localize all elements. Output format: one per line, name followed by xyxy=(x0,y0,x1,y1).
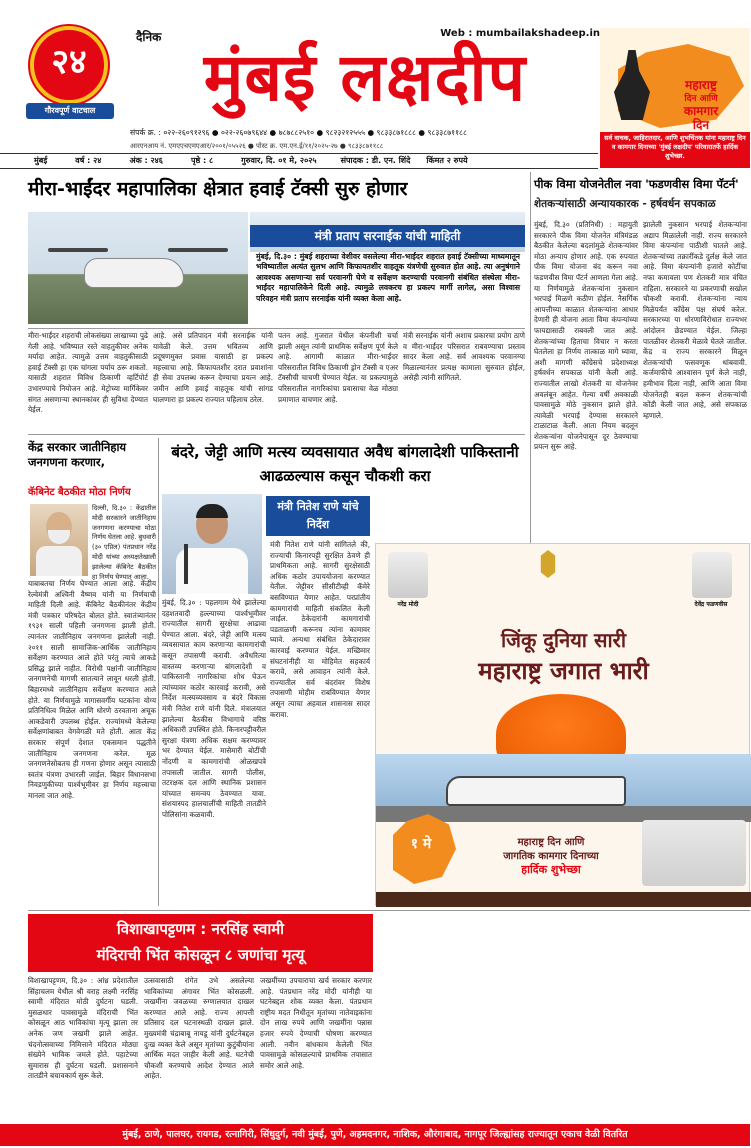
ad-title-1: महाराष्ट्र xyxy=(685,78,717,92)
story3-headline: केंद्र सरकार जातीनिहाय जनगणना करणार, xyxy=(28,440,127,469)
air-taxi-rotor-left xyxy=(48,248,108,252)
story4-box-title: मंत्री नितेश राणे यांचे निर्देश xyxy=(266,496,370,536)
ad-person1: नरेंद्र मोदी xyxy=(397,601,419,608)
paper-name: मुंबई लक्षदीप xyxy=(203,39,527,116)
modi-thumbnail xyxy=(388,552,428,598)
edition-label: मुंबई xyxy=(34,156,48,165)
story2-subhead: शेतकऱ्यांसाठी अन्यायकारक - हर्षवर्धन सपकाळ xyxy=(534,198,716,210)
microphone-icon xyxy=(184,544,188,584)
story5-headline-2: मंदिराची भिंत कोसळून ८ जणांचा मृत्यू xyxy=(96,946,305,964)
story3-col-long: याबाबतचा निर्णय घेण्यात आला आहे. केंद्रीय रेल्वेमंत्री अश्विनी वैष्णव यांनी या निर्णयाची माहिती दिली आहे. कॅबिनेट बैठकीनंतर केंद्रीय मंत्री पत्रकार परिषदेत बोलत होते. स्वातंत्र्यानंतर १९३१ साली पहिली जनगणना झाली होती. त्यानंतर जातीनिहाय जनगणना झालेली नाही. २०११ साली सामाजिक-आर्थिक जातीनिहाय सर्वेक्षण करण्यात आले होते परंतु त्याचे आकडे प्रसिद्ध झाले नाहीत. विरोधी पक्षांनी जातीनिहाय जनगणनेची मागणी सातत्याने लावून धरली होती. बिहारमध्ये जातीनिहाय सर्वेक्षण करण्यात आले होते. या निर्णयामुळे मागासवर्गीय घटकांना योग्य प्रतिनिधित्व मिळेल आणि धोरणे ठरवताना अचूक आकडेवारी उपलब्ध होईल. राज्यांमध्ये केलेल्या सर्वेक्षणांबाबत वेगवेगळी मते होती. आता केंद्र सरकार संपूर्ण देशात एकसमान पद्धतीने जातीनिहाय जनगणना करेल. मूळ जनगणनेसोबतच ही गणना होणार असून त्यासाठी स्वतंत्र यंत्रणा उभारली जाईल. बिहार विधानसभा निवडणुकीच्या पार्श्वभूमीवर हा निर्णय महत्त्वाचा मानला जात आहे. xyxy=(28,579,156,800)
ad-footer-strip xyxy=(376,892,751,907)
metro-train-shape xyxy=(446,776,626,806)
emblem-icon xyxy=(536,550,560,578)
story1-col3: पतन आहे. गुजरात येथील कंपनीशी चर्चा झाली असून त्यांनी प्राथमिक सर्वेक्षण पूर्ण केले आहे. आगामी काळात मीरा-भाईंदर परिसरातील विविध ठिकाणी ड्रोन टॅक्सी व एअर टॅक्सीची चाचणी घेण्यात येईल. या प्रकल्पामुळे परिसरातील नागरिकांचा प्रवासाचा वेळ मोठ्या प्रमाणात वाचणार आहे. xyxy=(278,331,399,404)
footer-distribution: मुंबई, ठाणे, पालघर, रायगड, रत्नागिरी, सिंधुदुर्ग, नवी मुंबई, पुणे, अहमदनगर, नाशिक, औरंगाबाद, नागपूर जिल्ह्यांसह राज्यातून एकाच वेळी वितरित xyxy=(0,1124,750,1146)
leaders-group-photo xyxy=(642,820,746,886)
issue-label: अंक : २४६ xyxy=(129,156,163,165)
web-label: Web : mumbailakshadeep.in xyxy=(440,28,600,39)
anniversary-number: २४ xyxy=(51,42,87,82)
story2-headline: पीक विमा योजनेतील नवा 'फडणवीस विमा पॅटर्न' xyxy=(534,177,739,191)
pm-beard-shape xyxy=(48,530,70,544)
masthead xyxy=(0,0,750,168)
maharashtra-day-ad xyxy=(375,543,750,906)
story1-box-title: मंत्री प्रताप सरनाईक यांची माहिती xyxy=(250,225,525,247)
air-taxi-photo xyxy=(28,212,248,324)
daily-label: दैनिक xyxy=(136,30,162,44)
ad-greeting-2: जागतिक कामगार दिनाच्या xyxy=(503,851,599,862)
story5-col1: विशाखापट्टणम, दि.३० : आंध्र प्रदेशातील सिंहाचलम येथील श्री वराह लक्ष्मी नरसिंह स्वामी मंदिरात मोठी दुर्घटना घडली. मुसळधार पावसामुळे मंदिराची भिंत कोसळून आठ भाविकांचा मृत्यू झाला तर अनेक जण जखमी झाले आहेत. चंदनोत्सवाच्या निमित्ताने मंदिरात मोठ्या संख्येने भाविक जमले होते. पहाटेच्या सुमारास ही दुर्घटना घडली. प्रशासनाने तातडीने बचावकार्य सुरू केले. xyxy=(28,976,138,1081)
ad-title-3: कामगार xyxy=(683,104,719,118)
air-taxi-rotor-right xyxy=(168,248,228,252)
pages-label: पृष्ठे : ८ xyxy=(190,156,214,165)
story1-headline: मीरा-भाईंदर महापालिका क्षेत्रात हवाई टॅक्सी सुरु होणार xyxy=(28,178,408,200)
price-label: किंमत २ रुपये xyxy=(426,156,468,165)
story2-col1: मुंबई, दि.३० (प्रतिनिधी) : महायुती सरकारने पीक विमा योजनेत मंत्रिमंडळ बैठकीत केलेल्या बदलांमुळे शेतकऱ्यांवर मोठा अन्याय होणार आहे. एक रुपयात पीक विमा योजना बंद करून नवा फडणवीस विमा पॅटर्न आणला गेला आहे. या निर्णयामुळे शेतकऱ्यांना नुकसान भरपाई मिळणे कठीण होईल. नैसर्गिक आपत्तीच्या काळात शेतकऱ्यांना आधार देणारी ही योजना आता विमा कंपन्यांच्या फायद्यासाठी राबवली जात आहे. शेतकऱ्यांच्या हिताचा विचार न करता घेतलेला हा निर्णय तात्काळ मागे घ्यावा, अशी मागणी काँग्रेसचे प्रदेशाध्यक्ष हर्षवर्धन सपकाळ यांनी केली आहे. राज्यातील लाखो शेतकरी या योजनेवर अवलंबून आहेत. गेल्या वर्षी अवकाळी पावसामुळे मोठे नुकसान झाले होते. त्यावेळी भरपाई देण्यास सरकारने टाळाटाळ केली. आता नियम बदलून शेतकऱ्यांना योजनेपासून दूर ठेवण्याचा प्रयत्न सुरू आहे. xyxy=(534,220,638,452)
anniversary-caption: गौरवपूर्ण वाटचाल xyxy=(26,103,114,119)
ad-person2: देवेंद्र फडणवीस xyxy=(694,601,728,608)
story4-col2: मंत्री नितेश राणे यांनी सांगितले की, राज्याची किनारपट्टी सुरक्षित ठेवणे ही प्राथमिकता आहे. सागरी सुरक्षेसाठी अधिक कठोर उपाययोजना करण्यात येतील. जेट्टीवर सीसीटीव्ही कॅमेरे बसविण्यात येणार आहेत. परप्रांतीय कामगारांची माहिती संकलित केली जाईल. ठेकेदारांनी कामगारांची पडताळणी करूनच त्यांना कामावर घ्यावे. अन्यथा संबंधित ठेकेदारावर कारवाई करण्यात येईल. मच्छिमार संघटनांनीही या मोहिमेत सहकार्य करावे, असे आवाहन त्यांनी केले. राज्यातील सर्व बंदरांवर विशेष तपासणी मोहीम राबविण्यात येणार असून त्याचा अहवाल शासनास सादर करावा. xyxy=(270,540,370,719)
nitesh-rane-photo xyxy=(162,494,262,594)
story1-col1: मीरा-भाईंदर शहराची लोकसंख्या लाखाच्या पुढे गेली आहे. भविष्यात रस्ते वाहतुकीवर अनेक मर्यादा आहेत. त्यामुळे उत्तम वाहतुकीसाठी हवाई टॅक्सी हा एक चांगला पर्याय ठरू शकतो. यासाठी शहरात विविध ठिकाणी व्हर्टिपोर्ट उभारण्याचे नियोजन आहे. मेट्रोच्या मार्गिकेवर संगत असणाऱ्या स्थानकांवर ही सुविधा देण्यात येईल. xyxy=(28,331,148,415)
story5-col2: उत्सवासाठी रांगेत उभे असलेल्या भाविकांच्या अंगावर भिंत कोसळली. जखमींना जवळच्या रुग्णालयात दाखल करण्यात आले आहे. राज्य आपत्ती प्रतिसाद दल घटनास्थळी दाखल झाले. मुख्यमंत्री चंद्राबाबू नायडू यांनी दुर्घटनेबद्दल दुःख व्यक्त केले असून मृतांच्या कुटुंबीयांना आर्थिक मदत जाहीर केली आहे. घटनेची चौकशी करण्याचे आदेश देण्यात आले आहेत. xyxy=(144,976,254,1081)
ad-title-4: दिन xyxy=(692,118,710,132)
year-label: वर्ष : २४ xyxy=(75,156,102,165)
date-label: गुरुवार, दि. ०१ मे, २०२५ xyxy=(241,156,317,165)
story4-headline: बंदरे, जेट्टी आणि मत्स्य व्यवसायात अवैध बांगलादेशी पाकिस्तानी आढळल्यास कसून चौकशी करा xyxy=(171,443,519,485)
ad-headline-1: जिंकू दुनिया सारी xyxy=(500,628,627,652)
pm-modi-photo xyxy=(30,504,88,576)
ad-greeting-1: महाराष्ट्र दिन आणि xyxy=(517,837,585,848)
story3-col-short: दिल्ली, दि.३० : केंद्रातील मोदी सरकारने जातीनिहाय जनगणना करण्याचा मोठा निर्णय घेतला आहे. बुधवारी (३० एप्रिल) पंतप्रधान नरेंद्र मोदी यांच्या अध्यक्षतेखाली झालेल्या कॅबिनेट बैठकीत हा निर्णय घेण्यात आला. xyxy=(92,504,157,581)
story1-col4: मंत्री सरनाईक यांनी अशाच प्रकारचा प्रयोग ठाणे व मीरा-भाईंदर परिसरात राबवण्याचा प्रस्ताव सादर केला आहे. सर्व आवश्यक परवानग्या मिळाल्यानंतर प्रत्यक्ष कामाला सुरुवात होईल, असेही त्यांनी सांगितले. xyxy=(403,331,525,383)
story5-headline-1: विशाखापट्टणम : नरसिंह स्वामी xyxy=(116,920,285,938)
ad-may-badge: १ मे xyxy=(410,836,432,852)
story3-subhead: कॅबिनेट बैठकीत मोठा निर्णय xyxy=(28,487,131,498)
ad-headline-2: महाराष्ट्र जगात भारी xyxy=(478,657,649,685)
ad-title-2: दिन आणि xyxy=(684,94,718,104)
ad-greeting-3: हार्दिक शुभेच्छा xyxy=(521,863,581,876)
story2-col2: झालेली नुकसान भरपाई शेतकऱ्यांना अद्याप मिळालेली नाही. राज्य सरकारने विमा कंपन्यांना पाठीशी घातले आहे. शेतकऱ्यांच्या तक्रारींकडे दुर्लक्ष केले जात आहे. विमा कंपन्यांनी हजारो कोटींचा नफा कमावला पण शेतकरी मात्र वंचित राहिला. सरकारने या प्रकरणाची सखोल चौकशी करावी. शेतकऱ्यांना न्याय मिळेपर्यंत काँग्रेस पक्ष संघर्ष करेल. सरकारच्या या धोरणाविरोधात राज्यभर आंदोलन छेडण्यात येईल. जिल्हा पातळीवर शेतकरी मेळावे घेतले जातील. केंद्र व राज्य सरकारने मिळून शेतकऱ्यांची फसवणूक थांबवावी. कर्जमाफीचे आश्वासन पूर्ण केले नाही, हमीभाव दिला नाही, आणि आता विमा योजनेतही बदल करून शेतकऱ्यांची कोंडी केली जात आहे, असे सपकाळ म्हणाले. xyxy=(643,220,747,420)
editor-label: संपादक : डी. एन. शिंदे xyxy=(340,156,411,165)
anniversary-badge xyxy=(30,26,108,104)
story1-intro: मुंबई, दि.३० : मुंबई शहराच्या वेशीवर वसलेल्या मीरा-भाईंदर शहरात हवाई टॅक्सीच्या माध्यमातून भविष्यातील अत्यंत सुलभ आणि किफायतशीर वाहतूक यंत्रणेची सुरुवात होत आहे. त्या अनुषंगाने आवश्यक असणाऱ्या सर्व परवानगी घेणे व सर्वेक्षण करण्याची परवानगी संबंधित संस्थेला मीरा-भाईंदर महापालिकेने दिली आहे. त्यामुळे लवकरच हा प्रकल्प मार्गी लागेल, असा विश्वास परिवहन मंत्री प्रताप सरनाईक यांनी व्यक्त केला आहे. xyxy=(256,252,520,303)
maharashtra-day-corner-ad xyxy=(600,28,750,168)
issue-strip xyxy=(0,153,598,169)
contacts-line: संपर्क क्र. : ०२२-२६०९१२९६ ● ०२२-२६०७९६४४ ● ७८७८८२५१० ● ९८२३२१२५५५ ● ९८३३८७१८८८ ● ९८३३८७११८८ xyxy=(130,128,467,137)
registration-line: आरएनआय नं. एमएएचएमएआर/२००१/०५५२६ ● पोस्ट क्र. एम.एन.ई/११/२०२५-२७ ● ९८३३८७११८८ xyxy=(130,142,384,150)
fadnavis-thumbnail xyxy=(692,552,732,598)
story1-col2: आहे. असे प्रतिपादन मंत्री सरनाईक यांनी यावेळी केले. उत्तम भवितव्य आणि प्रदूषणमुक्त प्रवास यासाठी हा प्रकल्प महत्त्वाचा आहे. किफायतशीर दरात प्रवाशांना ही सेवा उपलब्ध करून देण्याचा प्रयत्न आहे. जमीन आणि हवाई वाहतूक यांची सांगड घालणारा हा प्रकल्प राज्यात पहिलाच ठरेल. xyxy=(153,331,273,404)
air-taxi-body xyxy=(84,258,184,288)
story5-col3: जखमींच्या उपचाराचा खर्च सरकार करणार आहे. पंतप्रधान नरेंद्र मोदी यांनीही या घटनेबद्दल शोक व्यक्त केला. पंतप्रधान राष्ट्रीय मदत निधीतून मृतांच्या नातेवाइकांना दोन लाख रुपये आणि जखमींना पन्नास हजार रुपये देण्याची घोषणा करण्यात आली. नवीन बांधकाम केलेली भिंत पावसामुळे कोसळल्याचे प्राथमिक तपासात समोर आले आहे. xyxy=(260,976,372,1070)
rane-hair-shape xyxy=(196,504,228,518)
ad-greeting: सर्व वाचक, जाहिरातदार, आणि शुभचिंतक यांना महाराष्ट्र दिन व कामगार दिनाच्या 'मुंबई लक्षदीप' परिवारातर्फे हार्दिक शुभेच्छा. xyxy=(600,132,750,168)
pm-body-shape xyxy=(36,546,82,576)
story4-col1: मुंबई, दि.३० : पहलगाम येथे झालेल्या दहशतवादी हल्ल्याच्या पार्श्वभूमीवर राज्यातील सागरी सुरक्षेचा आढावा घेण्यात आला. बंदरे, जेट्टी आणि मत्स्य व्यवसायात काम करणाऱ्या कामगारांची कसून तपासणी करावी. अवैधरित्या वास्तव्य करणाऱ्या बांगलादेशी व पाकिस्तानी नागरिकांचा शोध घेऊन त्यांच्यावर कठोर कारवाई करावी, असे निर्देश मत्स्यव्यवसाय व बंदरे विकास मंत्री नितेश राणे यांनी दिले. मंत्रालयात झालेल्या बैठकीस विभागाचे वरिष्ठ अधिकारी उपस्थित होते. किनारपट्टीवरील सुरक्षा यंत्रणा अधिक सक्षम करण्यावर भर देण्यात येईल. मासेमारी बोटींची नोंदणी व कामगारांची ओळखपत्रे तपासली जातील. सागरी पोलीस, तटरक्षक दल आणि स्थानिक प्रशासन यांच्यात समन्वय ठेवण्यात यावा. संशयास्पद हालचालींची माहिती तातडीने पोलिसांना कळवावी. xyxy=(162,598,266,819)
